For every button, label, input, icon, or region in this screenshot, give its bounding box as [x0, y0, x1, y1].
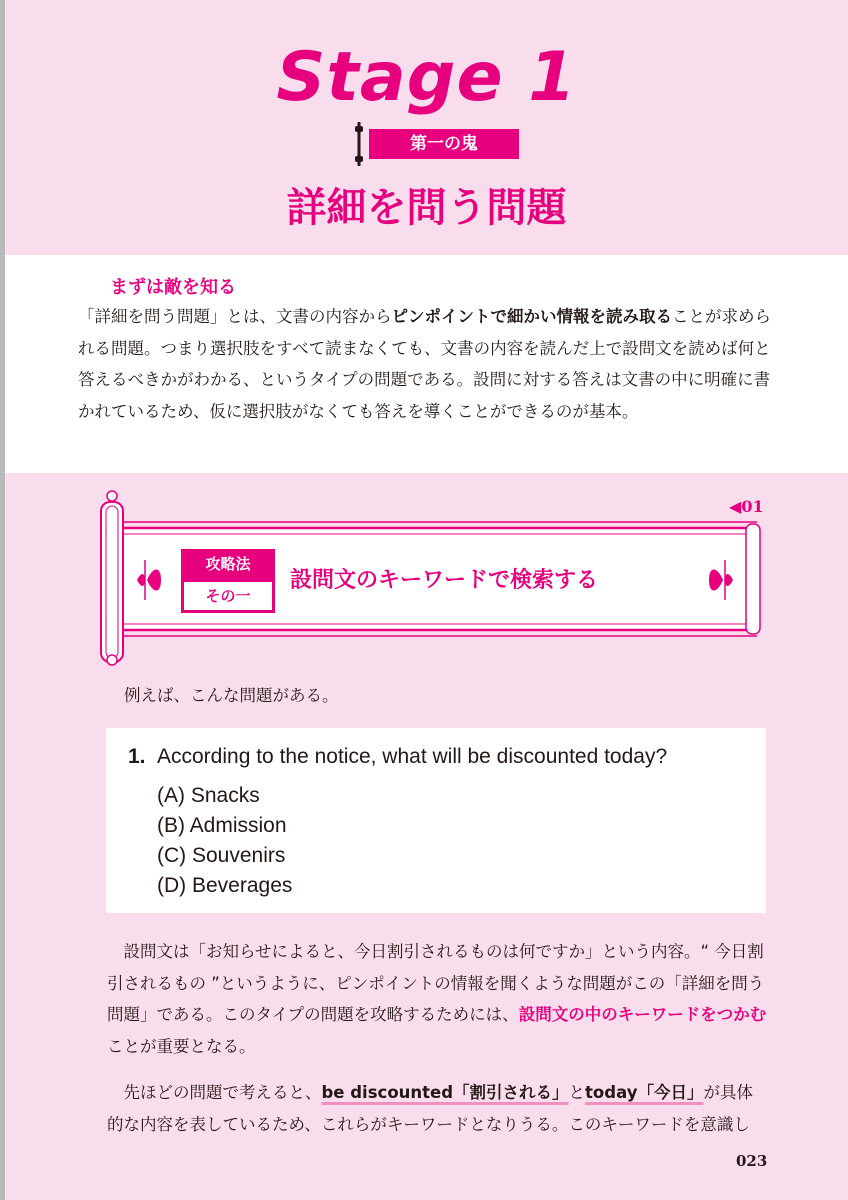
body-text-3c: が具体的な内容を表しているため、これらがキーワードとなりうる。このキーワードを意識し — [107, 1083, 753, 1134]
method-title: 設問文のキーワードで検索する — [290, 567, 599, 593]
banner-post-icon — [355, 122, 363, 166]
body-text-2a: 設問文は「お知らせによると、今日割引されるものは何ですか」という内容。“ 今日割引されるもの ”というように、ピンポイントの情報を聞くような問題がこの「詳細を問う問題」である。このタイプの問題を攻略するためには、 — [107, 942, 765, 1024]
method-tag-top: 攻略法 — [205, 555, 251, 573]
question-box — [106, 728, 766, 913]
intro-text-bold: ピンポイントで細かい情報を読み取る — [391, 307, 672, 326]
option-a: (A) Snacks — [157, 784, 260, 807]
option-c: (C) Souvenirs — [157, 844, 286, 867]
audio-track-number: 01 — [741, 497, 764, 516]
keyword-1: be discounted「割引される」 — [321, 1083, 569, 1102]
audio-track — [729, 497, 764, 516]
question-text: According to the notice, what will be discounted today? — [157, 745, 668, 768]
speaker-icon: ◀ — [729, 497, 742, 516]
option-b: (B) Admission — [157, 814, 287, 837]
intro-section — [5, 255, 848, 473]
keyword-2: today「今日」 — [585, 1083, 704, 1102]
example-label: 例えば、こんな問題がある。 — [124, 686, 339, 705]
intro-text-b: ことが求められる問題。つまり選択肢をすべて読まなくても、文書の内容を読んだ上で設問文を読めば何と答えるべきかがわかる、というタイプの問題である。設問に対する答えは文書の中に明確に書かれているため、仮に選択肢がなくても答えを導くことができるのが基本。 — [78, 307, 771, 421]
intro-paragraph — [78, 301, 778, 427]
body-text-3b: と — [568, 1083, 586, 1102]
stage-header — [5, 0, 848, 255]
question-number: 1. — [128, 745, 146, 768]
option-d: (D) Beverages — [157, 874, 293, 897]
stage-title: Stage 1 — [276, 38, 577, 117]
body-paragraph-1 — [107, 936, 767, 1062]
body-paragraph-2 — [107, 1077, 767, 1140]
body-highlight: 設問文の中のキーワードをつかむ — [518, 1005, 767, 1024]
body-text-2b: ことが重要となる。 — [107, 1036, 256, 1056]
method-tag-bottom: その一 — [184, 582, 272, 610]
intro-text-a: 「詳細を問う問題」とは、文書の内容から — [78, 307, 392, 326]
method-tag — [181, 549, 275, 613]
banner-label: 第一の鬼 — [369, 129, 519, 159]
page-number: 023 — [736, 1152, 768, 1170]
page-title: 詳細を問う問題 — [286, 184, 567, 231]
intro-heading: まずは敵を知る — [110, 277, 236, 298]
body-text-3a: 先ほどの問題で考えると、 — [123, 1083, 322, 1102]
